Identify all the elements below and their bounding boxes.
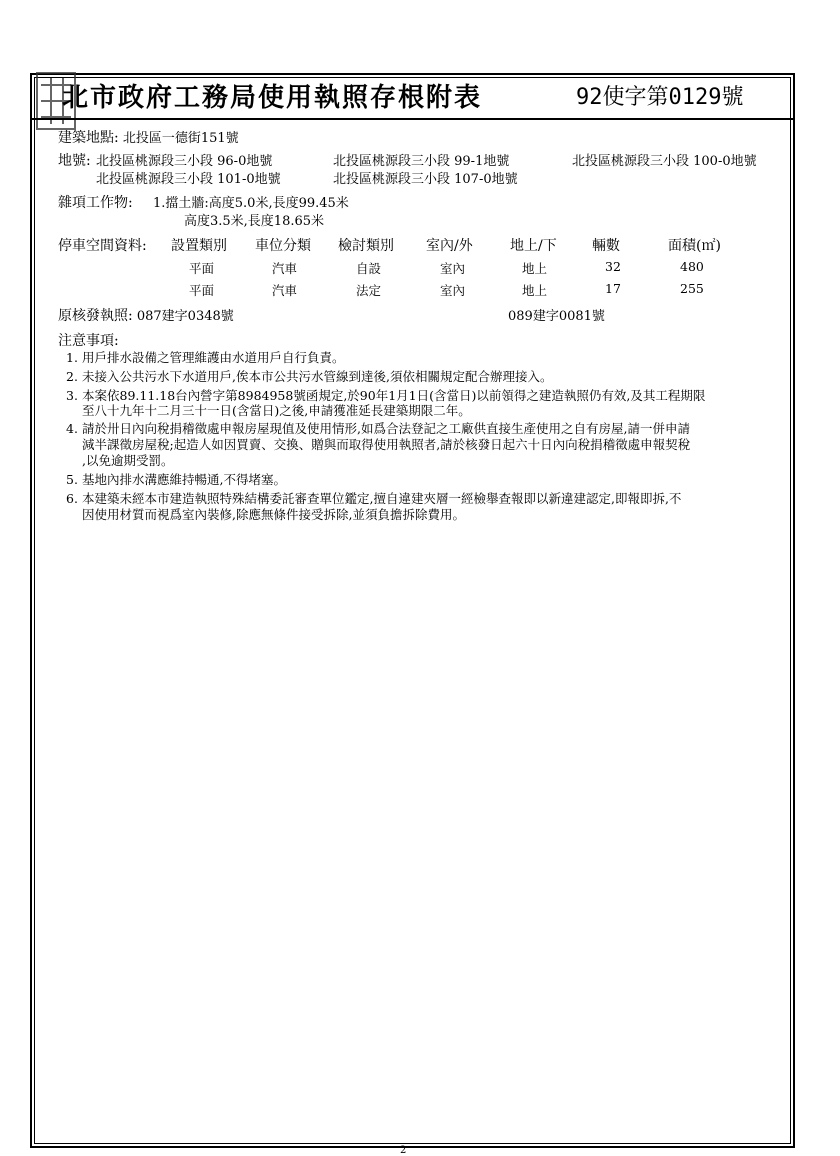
table-cell: 汽車 [272,283,298,298]
table-cell: 汽車 [272,261,298,276]
table-cell: 法定 [356,283,382,298]
note-number: 6. [66,491,78,506]
note-text: 至八十九年十二月三十一日(含當日)之後,申請獲准延長建築期限二年。 [82,403,471,418]
table-cell: 室內 [440,261,466,276]
misc-works-line: 高度3.5米,長度18.65米 [184,214,325,229]
original-permits [58,305,234,325]
building-site-value: 北投區一德街151號 [122,131,239,146]
parking-label: 停車空間資料: [58,238,147,254]
original-permits-label: 原核發執照: [58,308,133,324]
lot-item: 北投區桃源段三小段 107-0地號 [333,172,518,187]
note-number: 2. [66,369,78,384]
note-text: 用戶排水設備之管理維護由水道用戶自行負責。 [82,350,345,365]
parking-header: 輛數 [592,238,620,254]
note-text: 因使用材質而視爲室內裝修,除應無條件接受拆除,並須負擔拆除費用。 [82,507,465,522]
parking-header: 車位分類 [255,238,311,254]
table-cell: 地上 [522,283,548,298]
note-text: 減半課徵房屋稅;起造人如因買賣、交換、贈與而取得使用執照者,請於核發日起六十日內向稅捐稽徵處申報契稅 [82,437,691,452]
notes-label: 注意事項: [58,333,119,349]
note-text: ,以免逾期受罰。 [82,453,174,468]
note-number: 3. [66,388,78,403]
note-text: 基地內排水溝應維持暢通,不得堵塞。 [82,472,286,487]
misc-works-label: 雜項工作物: [58,195,133,211]
table-cell: 室內 [440,283,466,298]
title-divider [30,118,795,120]
note-number: 1. [66,350,78,365]
lot-item: 北投區桃源段三小段 100-0地號 [572,154,757,169]
parking-header: 設置類別 [171,238,227,254]
lot-item: 北投區桃源段三小段 99-1地號 [333,154,510,169]
original-permit-first: 087建字0348號 [136,309,234,324]
note-text: 本案依89.11.18台內營字第8984958號函規定,於90年1月1日(含當日)以前領得之建造執照仍有效,及其工程期限 [82,388,706,403]
parking-header: 檢討類別 [338,238,394,254]
table-cell: 平面 [189,283,215,298]
building-site [58,127,239,147]
parking-header: 地上/下 [510,238,557,254]
page-mark: 2 [400,1145,407,1156]
table-cell: 17 [605,281,621,296]
building-site-label: 建築地點: [58,130,119,146]
table-cell: 480 [680,259,704,274]
note-text: 請於卅日內向稅捐稽徵處申報房屋現值及使用情形,如爲合法登記之工廠供直接生產使用之自有房屋,請一併申請 [82,421,690,436]
note-number: 4. [66,421,78,436]
lots-label: 地號: [58,153,91,169]
table-cell: 32 [605,259,621,274]
lot-item: 北投區桃源段三小段 96-0地號 [96,154,273,169]
permit-number: 92使字第0129號 [576,85,744,110]
note-text: 本建築未經本市建造執照特殊結構委託審查單位鑑定,擅自違建夾層一經檢舉查報即以新違建認定,即報即拆,不 [82,491,682,506]
note-number: 5. [66,472,78,487]
table-cell: 地上 [522,261,548,276]
misc-works-line: 1.擋土牆:高度5.0米,長度99.45米 [153,196,349,211]
table-cell: 自設 [356,261,382,276]
note-text: 未接入公共污水下水道用戶,俟本市公共污水管線到達後,須依相關規定配合辦理接入。 [82,369,553,384]
document-title: 北市政府工務局使用執照存根附表 [62,83,483,113]
table-cell: 255 [680,281,704,296]
original-permit-second: 089建字0081號 [508,309,605,324]
parking-header: 面積(㎡) [668,238,721,254]
lot-item: 北投區桃源段三小段 101-0地號 [96,172,281,187]
parking-header: 室內/外 [426,238,473,254]
table-cell: 平面 [189,261,215,276]
